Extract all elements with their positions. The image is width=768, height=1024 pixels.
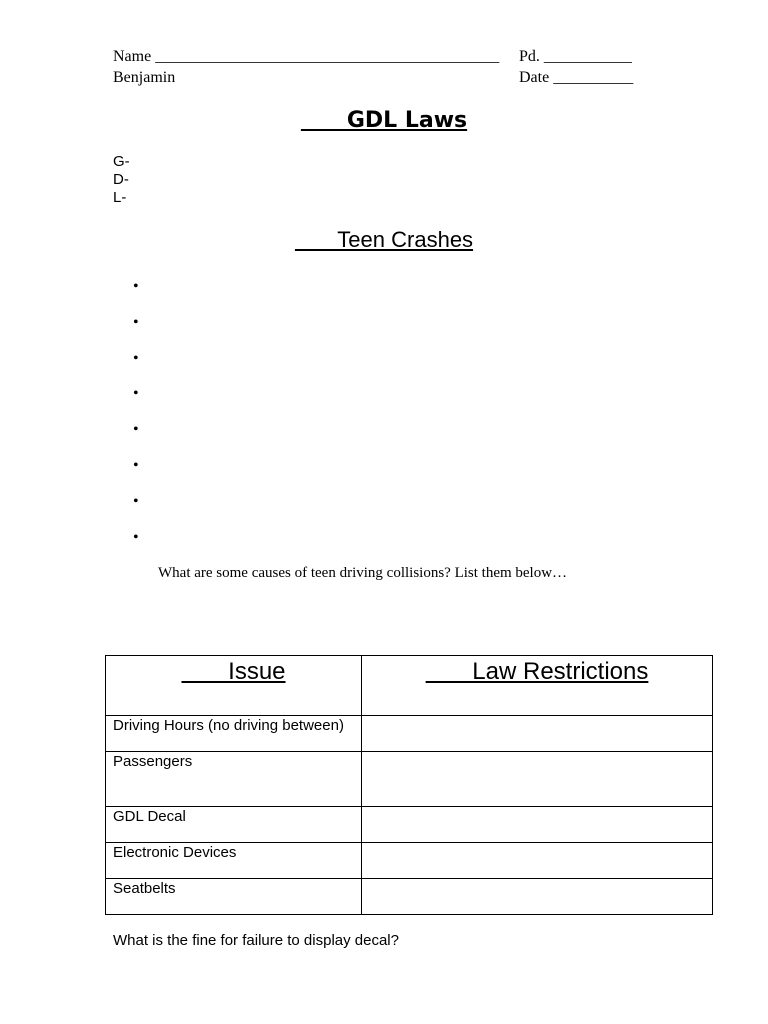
name-field-label: Name ___________________________________________: [113, 48, 500, 65]
period-field-label: Pd. ___________: [519, 48, 632, 65]
issue-cell: GDL Decal: [106, 807, 362, 843]
law-cell[interactable]: [362, 807, 713, 843]
decal-fine-question: What is the fine for failure to display decal?: [113, 932, 399, 949]
student-name: Benjamin: [113, 69, 176, 86]
gdl-letter-l: L-: [113, 189, 127, 206]
bullet-point: •: [133, 313, 139, 331]
page-title: GDL Laws: [300, 108, 468, 133]
bullet-point: •: [133, 492, 139, 510]
law-cell[interactable]: [362, 752, 713, 807]
column-header-law-restrictions: Law Restrictions: [362, 656, 713, 716]
law-cell[interactable]: [362, 879, 713, 915]
issue-cell: Passengers: [106, 752, 362, 807]
bullet-point: •: [133, 349, 139, 367]
issue-cell: Seatbelts: [106, 879, 362, 915]
bullet-point: •: [133, 421, 139, 439]
collisions-prompt: What are some causes of teen driving collisions? List them below…: [158, 565, 568, 581]
table-row: [106, 752, 713, 807]
table-row: [106, 879, 713, 915]
bullet-point: •: [133, 385, 139, 403]
bullet-point: •: [133, 278, 139, 295]
issue-cell: Driving Hours (no driving between): [106, 716, 362, 752]
issue-cell: Electronic Devices: [106, 843, 362, 879]
gdl-letter-d: D-: [113, 171, 129, 188]
table-row: [106, 716, 713, 752]
date-field-label: Date __________: [519, 69, 634, 86]
column-header-issue: Issue: [106, 656, 362, 716]
table-row: [106, 843, 713, 879]
bullet-point: •: [133, 528, 139, 546]
law-cell[interactable]: [362, 716, 713, 752]
law-cell[interactable]: [362, 843, 713, 879]
table-row: [106, 807, 713, 843]
gdl-restrictions-table: [105, 655, 713, 915]
teen-crashes-heading: Teen Crashes: [294, 227, 474, 252]
gdl-letter-g: G-: [113, 153, 130, 170]
table-header-row: [106, 656, 713, 716]
bullet-point: •: [133, 457, 139, 474]
